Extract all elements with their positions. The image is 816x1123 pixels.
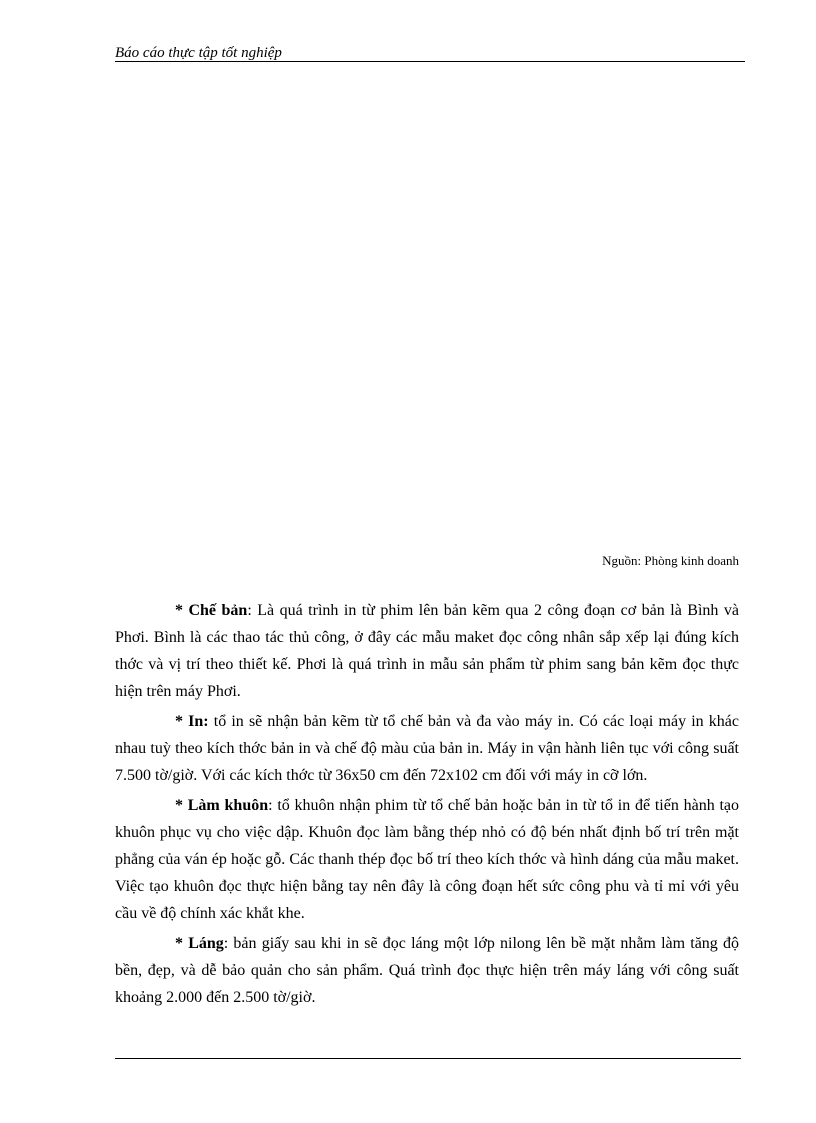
text-lam-khuon: : tổ khuôn nhận phim từ tổ chế bản hoặc bản in từ tổ in để tiến hành tạo khuôn phục vụ cho việc dập. Khuôn đọc làm bằng thép nhỏ có độ bén nhất định bố trí trên mặt phẳng của ván ép hoặc gỗ. Các thanh thép đọc bố trí theo kích thớc và hình dáng của mẫu maket. Việc tạo khuôn đọc thực hiện bằng tay nên đây là công đoạn hết sức công phu và tỉ mỉ với yêu cầu về độ chính xác khắt khe. <box>115 797 739 922</box>
paragraph-in <box>115 708 739 789</box>
header-rule <box>115 61 745 62</box>
term-lam-khuon: * Làm khuôn <box>175 797 269 814</box>
footer-rule <box>115 1058 741 1059</box>
paragraph-lam-khuon <box>115 792 739 927</box>
text-in: tổ in sẽ nhận bản kẽm từ tổ chế bản và đa vào máy in. Có các loại máy in khác nhau tuỳ theo kích thớc bản in và chế độ màu của bản in. Máy in vận hành liên tục với công suất 7.500 tờ/giờ. Với các kích thớc từ 36x50 cm đến 72x102 cm đối với máy in cỡ lớn. <box>115 713 740 784</box>
source-note: Nguồn: Phòng kinh doanh <box>602 553 739 568</box>
text-che-ban: : Là quá trình in từ phim lên bản kẽm qua 2 công đoạn cơ bản là Bình và Phơi. Bình là các thao tác thủ công, ở đây các mẫu maket đọc công nhân sắp xếp lại đúng kích thớc và vị trí theo thiết kế. Phơi là quá trình in mẫu sản phẩm từ phim sang bản kẽm đọc thực hiện trên máy Phơi. <box>115 602 739 700</box>
paragraph-lang <box>115 930 739 1011</box>
term-in: * In: <box>175 713 209 730</box>
page-header <box>115 44 745 62</box>
header-title: Báo cáo thực tập tốt nghiệp <box>115 45 282 61</box>
term-lang: * Láng <box>175 935 224 952</box>
text-lang: : bản giấy sau khi in sẽ đọc láng một lớp nilong lên bề mặt nhằm làm tăng độ bền, đẹp, và dễ bảo quản cho sản phẩm. Quá trình đọc thực hiện trên máy láng với công suất khoảng 2.000 đến 2.500 tờ/giờ. <box>115 935 740 1006</box>
body-content <box>115 597 739 1014</box>
term-che-ban: * Chế bản <box>175 602 248 619</box>
paragraph-che-ban <box>115 597 739 705</box>
